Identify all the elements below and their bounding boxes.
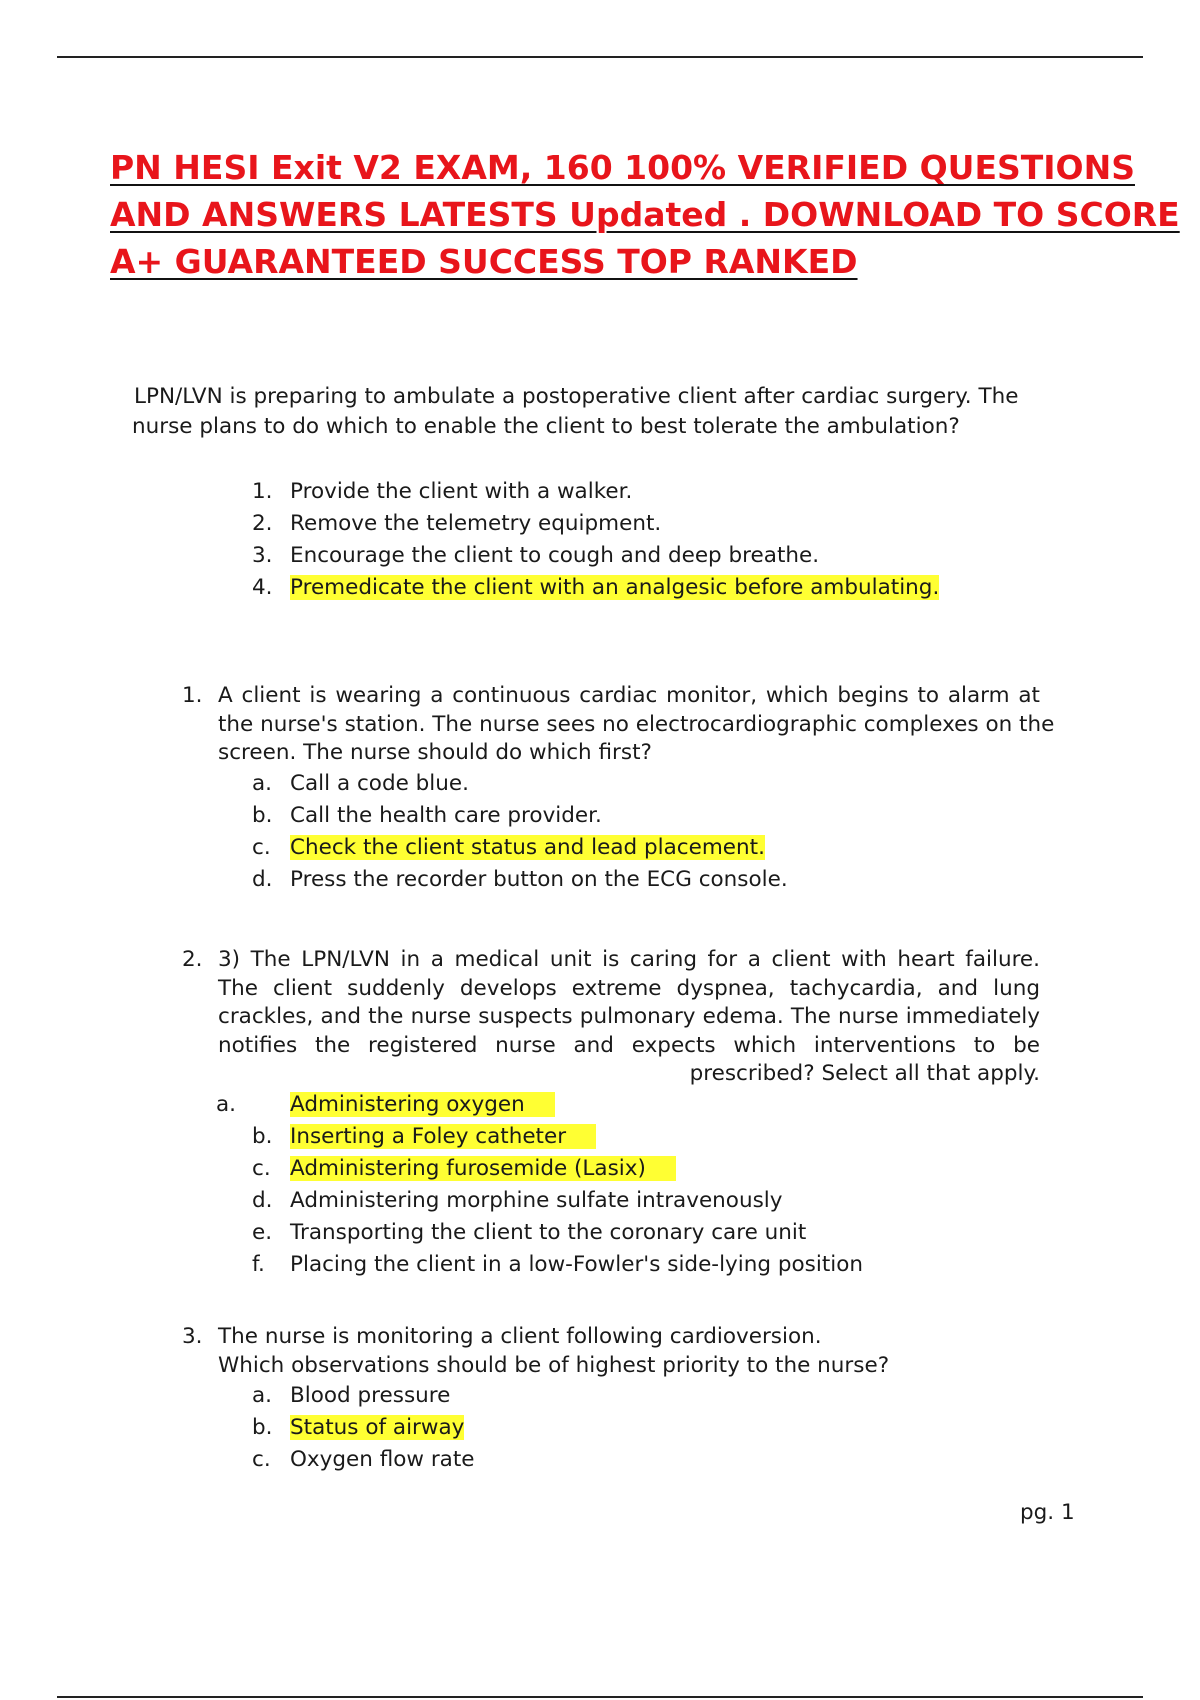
- list-item-answer: a. Administering oxygen: [252, 1089, 863, 1121]
- list-item: a. Blood pressure: [252, 1383, 451, 1408]
- list-item: d. Press the recorder button on the ECG console.: [252, 866, 788, 892]
- list-item: a. Call a code blue.: [252, 770, 469, 796]
- page-number: pg. 1: [1020, 1500, 1075, 1525]
- question-options: [216, 1089, 864, 1281]
- question-stem: The nurse is monitoring a client following cardioversion. Which observations should be of highest priority to the nurse?: [218, 1324, 890, 1378]
- list-item: b. Call the health care provider.: [252, 802, 602, 828]
- answer-highlight: Inserting a Foley catheter: [290, 1124, 596, 1149]
- list-item-answer: c. Check the client status and lead placement.: [252, 834, 765, 860]
- intro-line-1: LPN/LVN is preparing to ambulate a postoperative client after cardiac surgery. The: [134, 384, 1019, 409]
- bottom-rule: [57, 1696, 1143, 1698]
- list-item: c. Oxygen flow rate: [252, 1447, 475, 1472]
- answer-highlight: Status of airway: [290, 1415, 465, 1440]
- answer-highlight: Administering oxygen: [290, 1092, 555, 1117]
- question-stem: 3) The LPN/LVN in a medical unit is caring for a client with heart failure. The client suddenly develops extreme dyspnea, tachycardia, and lung crackles, and the nurse suspects pulmonary edema. The nurse immediately notifies the registered nurse and expects which interventions to be prescribed? Select all that apply.: [218, 947, 1040, 1086]
- question-options: [252, 768, 788, 896]
- intro-line-2: nurse plans to do which to enable the client to best tolerate the ambulation?: [132, 414, 960, 439]
- top-rule: [57, 56, 1143, 58]
- question-2: [182, 946, 1040, 1277]
- list-item-answer: b. Status of airway: [252, 1415, 465, 1440]
- intro-question: [134, 382, 1094, 442]
- question-3: [182, 1323, 1040, 1472]
- title-line-2: AND ANSWERS LATESTS Updated . DOWNLOAD TO SCORE: [110, 195, 1180, 234]
- title-line-3: A+ GUARANTEED SUCCESS TOP RANKED: [110, 242, 858, 281]
- question-options: [252, 1380, 475, 1476]
- list-item: d. Administering morphine sulfate intravenously: [252, 1187, 783, 1213]
- list-item-answer: c. Administering furosemide (Lasix): [252, 1153, 863, 1185]
- list-item-answer: 4. Premedicate the client with an analgesic before ambulating.: [252, 575, 940, 600]
- list-item: f. Placing the client in a low-Fowler's side-lying position: [252, 1251, 864, 1277]
- title-line-1: PN HESI Exit V2 EXAM, 160 100% VERIFIED QUESTIONS: [110, 148, 1135, 187]
- list-item-answer: b. Inserting a Foley catheter: [252, 1121, 863, 1153]
- document-title: [110, 144, 1180, 285]
- question-stem: A client is wearing a continuous cardiac monitor, which begins to alarm at the nurse's station. The nurse sees no electrocardiographic complexes on the screen. The nurse should do which first?: [218, 683, 1055, 765]
- list-item: 1. Provide the client with a walker.: [252, 479, 633, 504]
- question-number: 3.: [182, 1324, 203, 1349]
- question-number: 2.: [182, 947, 203, 972]
- question-number: 1.: [182, 683, 203, 708]
- answer-highlight: Check the client status and lead placement.: [290, 834, 765, 860]
- list-item: 2. Remove the telemetry equipment.: [252, 511, 662, 536]
- intro-options: [252, 476, 939, 604]
- answer-highlight: Premedicate the client with an analgesic before ambulating.: [290, 575, 940, 600]
- question-1: [182, 682, 1055, 892]
- answer-highlight: Administering furosemide (Lasix): [290, 1156, 676, 1181]
- list-item: e. Transporting the client to the coronary care unit: [252, 1219, 807, 1245]
- list-item: 3. Encourage the client to cough and deep breathe.: [252, 543, 820, 568]
